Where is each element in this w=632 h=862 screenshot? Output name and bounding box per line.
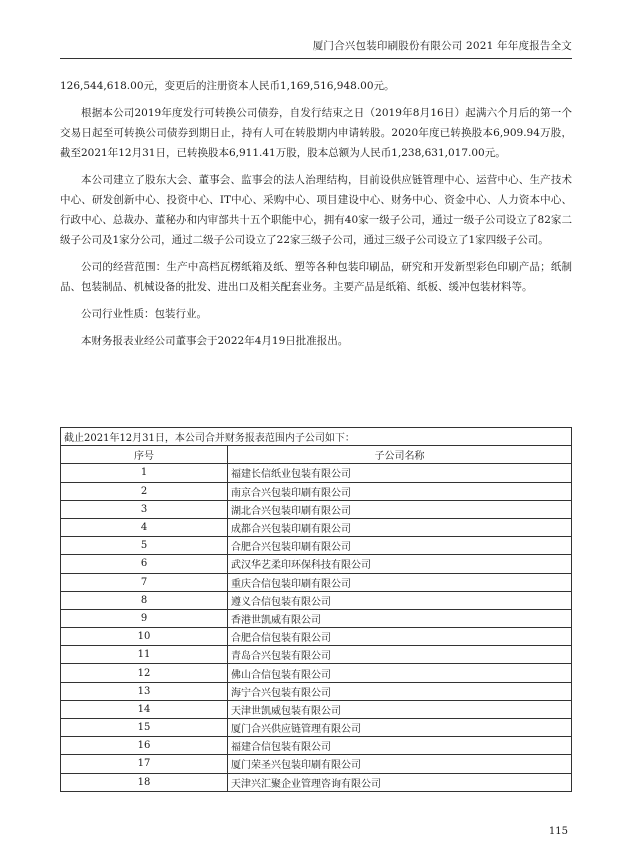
row-number: 1 <box>61 464 228 482</box>
subsidiary-name: 武汉华艺柔印环保科技有限公司 <box>228 555 572 573</box>
subsidiary-name: 天津兴汇聚企业管理咨询有限公司 <box>228 773 572 791</box>
paragraph-business-scope: 公司的经营范围：生产中高档瓦楞纸箱及纸、塑等各种包装印刷品，研究和开发新型彩色印刷产品；纸制品、包装制品、机械设备的批发、进出口及相关配套业务。主要产品是纸箱、纸板、缓冲包装材料等。 <box>60 261 572 293</box>
subsidiary-name: 青岛合兴包装有限公司 <box>228 646 572 664</box>
paragraph-registered-capital: 126,544,618.00元，变更后的注册资本人民币1,169,516,948.00元。 <box>60 80 395 92</box>
paragraph-approval: 本财务报表业经公司董事会于2022年4月19日批准报出。 <box>81 335 349 347</box>
row-number: 10 <box>61 628 228 646</box>
row-number: 9 <box>61 609 228 627</box>
subsidiary-name: 湖北合兴包装印刷有限公司 <box>228 500 572 518</box>
row-number: 17 <box>61 755 228 773</box>
table-row <box>61 500 572 518</box>
subsidiary-name: 遵义合信包装有限公司 <box>228 591 572 609</box>
row-number: 11 <box>61 646 228 664</box>
subsidiaries-table <box>60 427 572 792</box>
row-number: 15 <box>61 719 228 737</box>
column-header-number: 序号 <box>61 446 228 464</box>
page-number: 115 <box>548 826 568 837</box>
table-row <box>61 719 572 737</box>
table-row <box>61 464 572 482</box>
subsidiary-name: 成都合兴包装印刷有限公司 <box>228 518 572 536</box>
row-number: 13 <box>61 682 228 700</box>
row-number: 3 <box>61 500 228 518</box>
subsidiary-name: 南京合兴包装印刷有限公司 <box>228 482 572 500</box>
row-number: 5 <box>61 537 228 555</box>
table-row <box>61 755 572 773</box>
subsidiary-name: 合肥合信包装有限公司 <box>228 628 572 646</box>
table-row <box>61 646 572 664</box>
subsidiary-name: 厦门合兴供应链管理有限公司 <box>228 719 572 737</box>
table-row <box>61 518 572 536</box>
subsidiary-name: 佛山合信包装有限公司 <box>228 664 572 682</box>
table-row <box>61 537 572 555</box>
row-number: 7 <box>61 573 228 591</box>
paragraph-convertible-bonds: 根据本公司2019年度发行可转换公司债券，自发行结束之日（2019年8月16日）起满六个月后的第一个交易日起至可转换公司债券到期日止，持有人可在转股期内申请转股。2020年度已转换股本6,909.94万股，截至2021年12月31日，已转换股本6,911.41万股，股本总额为人民币1,238,631,017.00元。 <box>60 107 572 159</box>
row-number: 12 <box>61 664 228 682</box>
table-row <box>61 591 572 609</box>
row-number: 18 <box>61 773 228 791</box>
table-body <box>61 464 572 791</box>
subsidiary-name: 香港世凯威有限公司 <box>228 609 572 627</box>
row-number: 4 <box>61 518 228 536</box>
table-row <box>61 773 572 791</box>
table-row <box>61 555 572 573</box>
subsidiary-name: 天津世凯威包装有限公司 <box>228 700 572 718</box>
subsidiary-name: 合肥合兴包装印刷有限公司 <box>228 537 572 555</box>
table-row <box>61 609 572 627</box>
row-number: 8 <box>61 591 228 609</box>
paragraph-governance-structure: 本公司建立了股东大会、董事会、监事会的法人治理结构，目前设供应链管理中心、运营中心、生产技术中心、研发创新中心、投资中心、IT中心、采购中心、项目建设中心、财务中心、资金中心、人力资本中心、行政中心、总裁办、董秘办和内审部共十五个职能中心，拥有40家一级子公司，通过一级子公司设立了82家二级子公司及1家分公司，通过二级子公司设立了22家三级子公司，通过三级子公司设立了1家四级子公司。 <box>60 174 572 246</box>
table-row <box>61 482 572 500</box>
subsidiary-name: 厦门荣圣兴包装印刷有限公司 <box>228 755 572 773</box>
subsidiary-name: 福建合信包装有限公司 <box>228 737 572 755</box>
table-row <box>61 628 572 646</box>
header-divider <box>60 58 572 59</box>
subsidiary-name: 福建长信纸业包装有限公司 <box>228 464 572 482</box>
paragraph-industry: 公司行业性质：包装行业。 <box>81 308 207 320</box>
table-row <box>61 573 572 591</box>
column-header-subsidiary-name: 子公司名称 <box>228 446 572 464</box>
row-number: 16 <box>61 737 228 755</box>
table-row <box>61 682 572 700</box>
page-header: 厦门合兴包装印刷股份有限公司 2021 年年度报告全文 <box>312 40 572 52</box>
subsidiary-name: 海宁合兴包装有限公司 <box>228 682 572 700</box>
row-number: 14 <box>61 700 228 718</box>
table-row <box>61 700 572 718</box>
table-row <box>61 664 572 682</box>
row-number: 2 <box>61 482 228 500</box>
table-caption: 截止2021年12月31日，本公司合并财务报表范围内子公司如下： <box>61 428 572 446</box>
subsidiary-name: 重庆合信包装印刷有限公司 <box>228 573 572 591</box>
table-row <box>61 737 572 755</box>
row-number: 6 <box>61 555 228 573</box>
body-text <box>60 76 572 358</box>
